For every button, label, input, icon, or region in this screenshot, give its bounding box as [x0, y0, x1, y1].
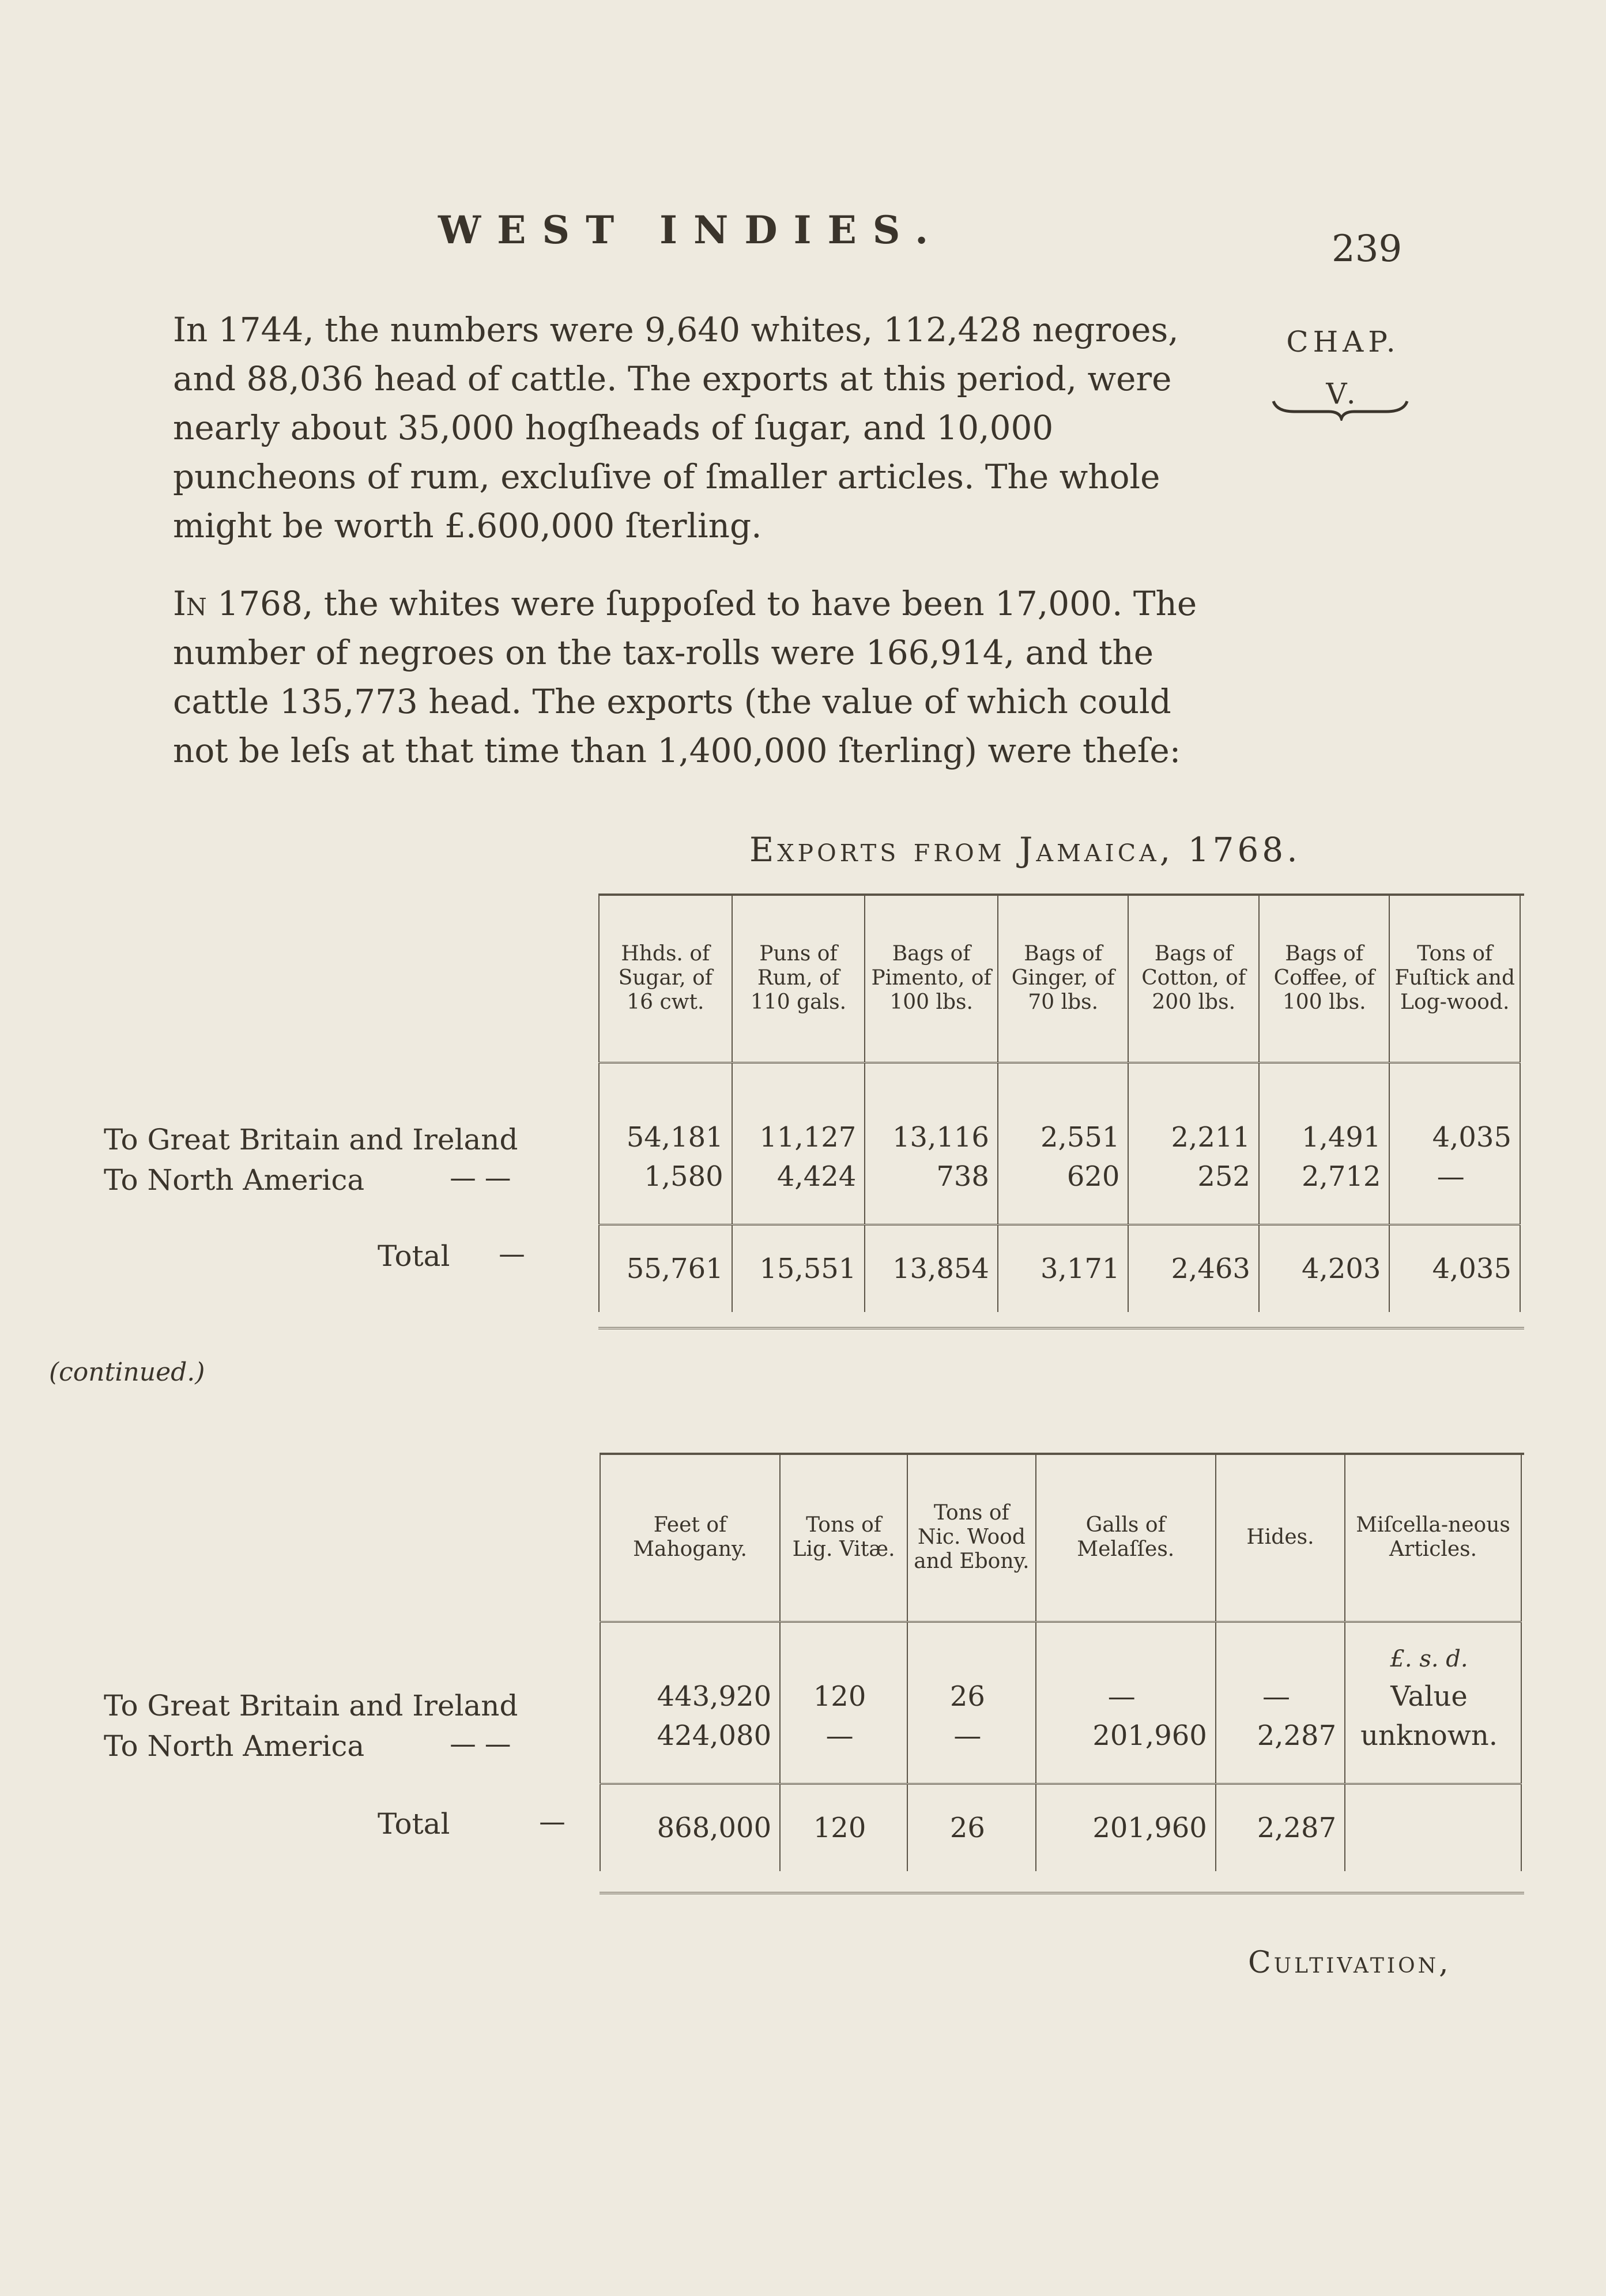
cell: 620	[998, 1160, 1129, 1225]
cell: —	[907, 1720, 1036, 1784]
cell	[1345, 1784, 1521, 1872]
col-sugar: Hhds. of Sugar, of 16 cwt.	[599, 895, 732, 1063]
catchword: Cultivation,	[1248, 1946, 1452, 1980]
col-lignum-vitae: Tons of Lig. Vitæ.	[780, 1454, 907, 1622]
brace-ornament	[1271, 398, 1409, 421]
total-label: Total	[378, 1239, 450, 1273]
row-dash-2: — —	[450, 1728, 511, 1759]
col-cotton: Bags of Cotton, of 200 lbs.	[1128, 895, 1259, 1063]
cell: 201,960	[1036, 1784, 1216, 1872]
cell: 2,551	[998, 1063, 1129, 1161]
cell: —	[1216, 1622, 1345, 1720]
table-total-row	[599, 1225, 1520, 1313]
col-nic-wood: Tons of Nic. Wood and Ebony.	[907, 1454, 1036, 1622]
row-dash: — —	[450, 1162, 511, 1193]
cell: 11,127	[732, 1063, 865, 1161]
row-label-north-america: To North America	[104, 1163, 365, 1197]
total-dash: —	[499, 1238, 525, 1269]
cell: 252	[1128, 1160, 1259, 1225]
cell: 868,000	[600, 1784, 780, 1872]
chapter-label: CHAP.	[1286, 325, 1400, 359]
cell: 2,287	[1216, 1784, 1345, 1872]
col-hides: Hides.	[1216, 1454, 1345, 1622]
row-label-great-britain-2: To Great Britain and Ireland	[104, 1689, 518, 1722]
cell: —	[780, 1720, 907, 1784]
paragraph-lead-word: In	[173, 584, 207, 623]
running-header: WEST INDIES.	[438, 208, 945, 252]
currency-header: £. s. d.	[1390, 1646, 1468, 1672]
table-row	[600, 1622, 1521, 1720]
col-ginger: Bags of Ginger, of 70 lbs.	[998, 895, 1129, 1063]
col-mahogany: Feet of Mahogany.	[600, 1454, 780, 1622]
cell: Value	[1390, 1680, 1468, 1713]
cell: 201,960	[1036, 1720, 1216, 1784]
col-rum: Puns of Rum, of 110 gals.	[732, 895, 865, 1063]
cell: 55,761	[599, 1225, 732, 1313]
col-coffee: Bags of Coffee, of 100 lbs.	[1259, 895, 1390, 1063]
table2-bottom-rule	[600, 1892, 1524, 1899]
cell: 424,080	[600, 1720, 780, 1784]
cell: 26	[907, 1784, 1036, 1872]
table-total-row	[600, 1784, 1521, 1872]
cell: —	[1389, 1160, 1520, 1225]
cell: 2,712	[1259, 1160, 1390, 1225]
cell: 4,424	[732, 1160, 865, 1225]
table2-header-row	[600, 1454, 1521, 1622]
cell: 1,491	[1259, 1063, 1390, 1161]
cell: 120	[780, 1622, 907, 1720]
cell: 1,580	[599, 1160, 732, 1225]
cell: 4,035	[1389, 1225, 1520, 1313]
cell: —	[1036, 1622, 1216, 1720]
exports-table-2	[600, 1454, 1522, 1871]
row-label-north-america-2: To North America	[104, 1729, 365, 1763]
table-row	[599, 1160, 1520, 1225]
continued-label: (continued.)	[49, 1358, 205, 1387]
table-row	[600, 1720, 1521, 1784]
table-title: Exports from Jamaica, 1768.	[749, 830, 1301, 869]
paragraph-1768-text: 1768, the whites were ſuppoſed to have been 17,000. The number of negroes on the tax-rolls were 166,914, and the cattle 135,773 head. The exports (the value of which could not be leſs at that time than 1,400,000 ſterling) were theſe:	[173, 584, 1197, 770]
cell: 4,035	[1389, 1063, 1520, 1161]
page-number: 239	[1332, 228, 1403, 270]
cell: 3,171	[998, 1225, 1129, 1313]
total-dash-2: —	[539, 1806, 566, 1837]
cell-misc	[1345, 1622, 1521, 1720]
cell: 2,463	[1128, 1225, 1259, 1313]
cell: 13,116	[865, 1063, 998, 1161]
cell: unknown.	[1345, 1720, 1521, 1784]
col-fustick: Tons of Fuſtick and Log-wood.	[1389, 895, 1520, 1063]
table1-header-row	[599, 895, 1520, 1063]
cell: 13,854	[865, 1225, 998, 1313]
cell: 26	[907, 1622, 1036, 1720]
cell: 738	[865, 1160, 998, 1225]
table-row	[599, 1063, 1520, 1161]
paragraph-1744: In 1744, the numbers were 9,640 whites, 112,428 negroes, and 88,036 head of cattle. The exports at this period, were nearly about 35,000 hogſheads of ſugar, and 10,000 puncheons of rum, excluſive of ſmaller articles. The whole might be worth £.600,000 ſterling.	[173, 310, 1179, 545]
col-molasses: Galls of Melaſſes.	[1036, 1454, 1216, 1622]
total-label-2: Total	[378, 1807, 450, 1841]
cell: 2,287	[1216, 1720, 1345, 1784]
cell: 2,211	[1128, 1063, 1259, 1161]
chapter-number: V.	[1326, 377, 1360, 410]
exports-table-1	[598, 895, 1521, 1312]
cell: 15,551	[732, 1225, 865, 1313]
row-label-great-britain: To Great Britain and Ireland	[104, 1123, 518, 1156]
col-miscellaneous: Miſcella-neous Articles.	[1345, 1454, 1521, 1622]
cell: 4,203	[1259, 1225, 1390, 1313]
table1-bottom-rule	[598, 1327, 1524, 1334]
col-pimento: Bags of Pimento, of 100 lbs.	[865, 895, 998, 1063]
cell: 120	[780, 1784, 907, 1872]
cell: 54,181	[599, 1063, 732, 1161]
cell: 443,920	[600, 1622, 780, 1720]
paragraph-1768	[173, 579, 1234, 775]
